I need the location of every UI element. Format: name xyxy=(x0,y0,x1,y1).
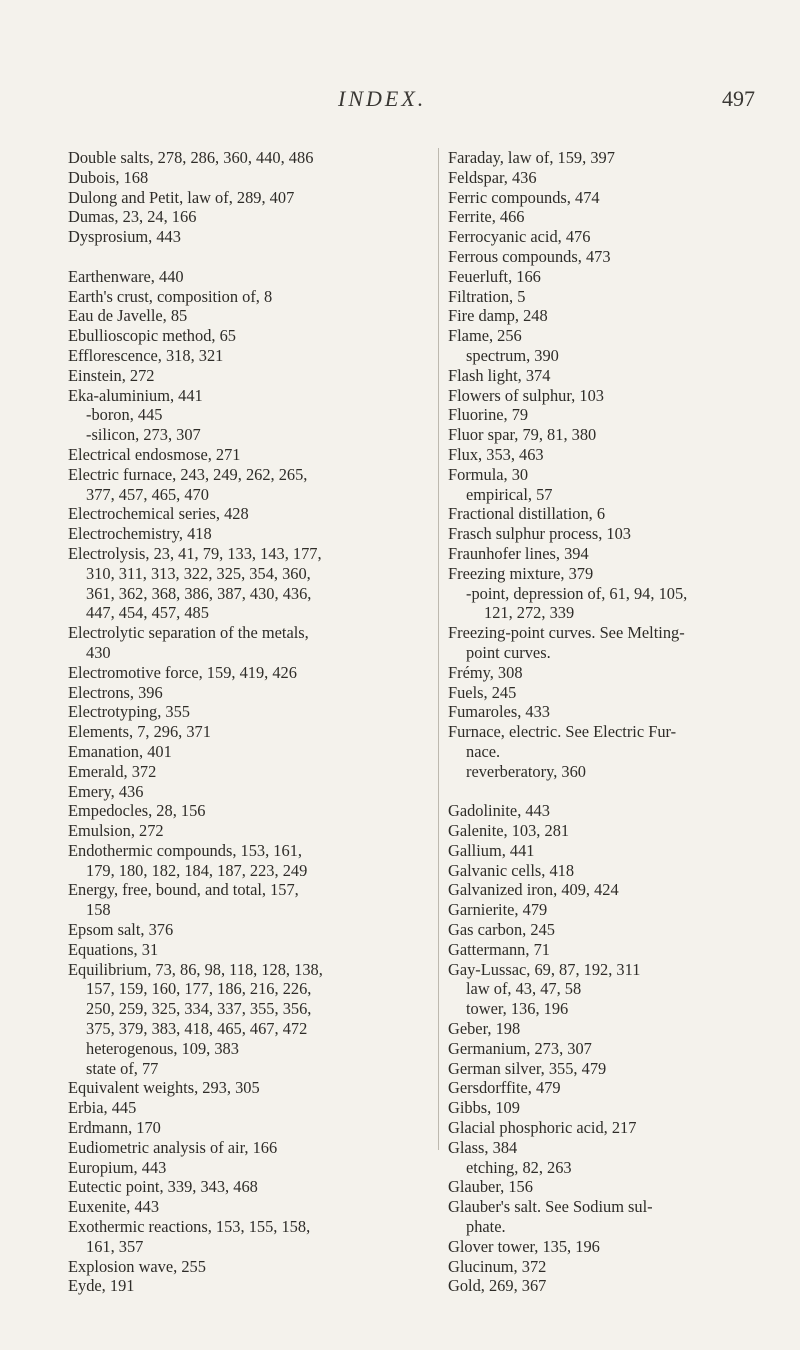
index-entry-continuation: 377, 457, 465, 470 xyxy=(86,484,209,504)
index-entry: Electric furnace, 243, 249, 262, 265, xyxy=(68,464,308,484)
index-column-left xyxy=(68,148,428,1296)
section-gap xyxy=(448,782,748,802)
index-entry: Electrical endosmose, 271 xyxy=(68,444,241,464)
index-entry: Electrons, 396 xyxy=(68,682,163,702)
index-entry: Eau de Javelle, 85 xyxy=(68,306,188,326)
index-entry: Feuerluft, 166 xyxy=(448,266,541,286)
index-entry: Dumas, 23, 24, 166 xyxy=(68,207,197,227)
index-entry: Energy, free, bound, and total, 157, xyxy=(68,880,299,900)
index-entry: Ebullioscopic method, 65 xyxy=(68,326,236,346)
index-entry-continuation: 361, 362, 368, 386, 387, 430, 436, xyxy=(86,583,312,603)
index-entry-continuation: point curves. xyxy=(466,642,551,662)
index-entry: Epsom salt, 376 xyxy=(68,920,174,940)
index-entry-continuation: 157, 159, 160, 177, 186, 216, 226, xyxy=(86,979,312,999)
index-entry: Geber, 198 xyxy=(448,1019,521,1039)
index-entry: Empedocles, 28, 156 xyxy=(68,801,206,821)
index-entry-continuation: 161, 357 xyxy=(86,1236,144,1256)
index-entry: Garnierite, 479 xyxy=(448,900,548,920)
index-entry-continuation: 310, 311, 313, 322, 325, 354, 360, xyxy=(86,563,311,583)
index-entry: Germanium, 273, 307 xyxy=(448,1038,592,1058)
index-entry: Freezing-point curves. See Melting- xyxy=(448,623,685,643)
index-entry: Europium, 443 xyxy=(68,1157,167,1177)
index-entry: Flowers of sulphur, 103 xyxy=(448,385,604,405)
index-entry: Eyde, 191 xyxy=(68,1276,135,1296)
index-entry: Endothermic compounds, 153, 161, xyxy=(68,840,302,860)
page-number: 497 xyxy=(722,86,755,111)
index-entry: Fractional distillation, 6 xyxy=(448,504,606,524)
index-entry: Electromotive force, 159, 419, 426 xyxy=(68,662,297,682)
index-entry: Earthenware, 440 xyxy=(68,266,184,286)
index-entry: Glover tower, 135, 196 xyxy=(448,1236,600,1256)
index-entry: Exothermic reactions, 153, 155, 158, xyxy=(68,1217,311,1237)
index-entry: Glass, 384 xyxy=(448,1137,518,1157)
index-entry: Ferric compounds, 474 xyxy=(448,187,600,207)
index-entry: Emery, 436 xyxy=(68,781,144,801)
index-entry: Formula, 30 xyxy=(448,464,529,484)
index-entry: Flame, 256 xyxy=(448,326,522,346)
index-subentry: etching, 82, 263 xyxy=(466,1157,572,1177)
index-entry: Ferrous compounds, 473 xyxy=(448,246,611,266)
index-entry: Gay-Lussac, 69, 87, 192, 311 xyxy=(448,959,641,979)
index-entry: Feldspar, 436 xyxy=(448,167,537,187)
index-entry: Explosion wave, 255 xyxy=(68,1256,206,1276)
index-entry: Electrotyping, 355 xyxy=(68,702,190,722)
index-entry: German silver, 355, 479 xyxy=(448,1058,607,1078)
index-entry-continuation: 250, 259, 325, 334, 337, 355, 356, xyxy=(86,999,312,1019)
index-entry-continuation: nace. xyxy=(466,741,501,761)
index-entry: Fumaroles, 433 xyxy=(448,702,550,722)
index-entry: Ferrocyanic acid, 476 xyxy=(448,227,591,247)
index-entry-continuation: 179, 180, 182, 184, 187, 223, 249 xyxy=(86,860,308,880)
index-column-right xyxy=(448,148,748,1296)
index-subentry: -silicon, 273, 307 xyxy=(86,425,201,445)
index-entry-continuation: phate. xyxy=(466,1217,506,1237)
index-entry: Erbia, 445 xyxy=(68,1098,137,1118)
index-entry: Glucinum, 372 xyxy=(448,1256,547,1276)
index-entry: Frasch sulphur process, 103 xyxy=(448,524,632,544)
index-entry: Freezing mixture, 379 xyxy=(448,563,594,583)
index-entry: Gallium, 441 xyxy=(448,840,535,860)
index-entry: Fluorine, 79 xyxy=(448,405,529,425)
index-subentry: reverberatory, 360 xyxy=(466,761,586,781)
index-entry: Gersdorffite, 479 xyxy=(448,1078,561,1098)
index-subentry: spectrum, 390 xyxy=(466,345,559,365)
index-subentry: heterogenous, 109, 383 xyxy=(86,1038,239,1058)
index-entry: Filtration, 5 xyxy=(448,286,526,306)
index-entry: Galvanized iron, 409, 424 xyxy=(448,880,619,900)
index-entry-continuation: 121, 272, 339 xyxy=(484,603,575,623)
index-entry: Flash light, 374 xyxy=(448,365,551,385)
index-entry: Electrochemistry, 418 xyxy=(68,524,212,544)
index-entry: Equations, 31 xyxy=(68,939,159,959)
index-entry: Eka-aluminium, 441 xyxy=(68,385,203,405)
index-entry: Equivalent weights, 293, 305 xyxy=(68,1078,260,1098)
index-entry: Gibbs, 109 xyxy=(448,1098,520,1118)
index-entry: Elements, 7, 296, 371 xyxy=(68,722,211,742)
index-entry-continuation: 430 xyxy=(86,642,111,662)
index-entry: Double salts, 278, 286, 360, 440, 486 xyxy=(68,148,314,167)
index-entry: Flux, 353, 463 xyxy=(448,444,544,464)
index-entry: Euxenite, 443 xyxy=(68,1197,160,1217)
index-subentry: empirical, 57 xyxy=(466,484,553,504)
index-entry-continuation: 447, 454, 457, 485 xyxy=(86,603,209,623)
page-title: INDEX. xyxy=(338,86,427,111)
index-entry: Gas carbon, 245 xyxy=(448,920,555,940)
index-entry: Fluor spar, 79, 81, 380 xyxy=(448,425,597,445)
index-entry-continuation: 158 xyxy=(86,900,111,920)
index-entry: Eudiometric analysis of air, 166 xyxy=(68,1137,278,1157)
index-entry: Emanation, 401 xyxy=(68,741,172,761)
index-subentry: state of, 77 xyxy=(86,1058,159,1078)
index-subentry: -boron, 445 xyxy=(86,405,163,425)
index-entry: Galvanic cells, 418 xyxy=(448,860,575,880)
index-entry: Ferrite, 466 xyxy=(448,207,525,227)
section-gap xyxy=(68,247,428,267)
page-header xyxy=(0,86,800,116)
index-entry: Gold, 269, 367 xyxy=(448,1276,547,1296)
index-entry: Gadolinite, 443 xyxy=(448,801,550,821)
index-subentry: law of, 43, 47, 58 xyxy=(466,979,582,999)
index-entry: Fuels, 245 xyxy=(448,682,517,702)
index-entry: Electrolysis, 23, 41, 79, 133, 143, 177, xyxy=(68,543,322,563)
index-entry: Dubois, 168 xyxy=(68,167,149,187)
index-entry: Efflorescence, 318, 321 xyxy=(68,345,224,365)
index-entry: Glacial phosphoric acid, 217 xyxy=(448,1118,637,1138)
index-entry: Glauber's salt. See Sodium sul- xyxy=(448,1197,653,1217)
index-entry: Glauber, 156 xyxy=(448,1177,533,1197)
index-entry: Equilibrium, 73, 86, 98, 118, 128, 138, xyxy=(68,959,323,979)
index-entry: Erdmann, 170 xyxy=(68,1118,161,1138)
index-entry: Einstein, 272 xyxy=(68,365,155,385)
index-entry: Faraday, law of, 159, 397 xyxy=(448,148,615,167)
index-entry: Earth's crust, composition of, 8 xyxy=(68,286,273,306)
index-entry: Eutectic point, 339, 343, 468 xyxy=(68,1177,258,1197)
index-entry: Electrolytic separation of the metals, xyxy=(68,623,309,643)
column-divider xyxy=(438,148,439,1150)
index-entry-continuation: 375, 379, 383, 418, 465, 467, 472 xyxy=(86,1019,308,1039)
index-entry: Fire damp, 248 xyxy=(448,306,548,326)
index-entry: Frémy, 308 xyxy=(448,662,523,682)
index-entry: Emerald, 372 xyxy=(68,761,157,781)
index-subentry: tower, 136, 196 xyxy=(466,999,569,1019)
index-entry: Dysprosium, 443 xyxy=(68,227,181,247)
index-entry: Fraunhofer lines, 394 xyxy=(448,543,589,563)
index-entry: Electrochemical series, 428 xyxy=(68,504,249,524)
index-entry: Gattermann, 71 xyxy=(448,939,550,959)
index-entry: Dulong and Petit, law of, 289, 407 xyxy=(68,187,295,207)
index-entry: Galenite, 103, 281 xyxy=(448,821,570,841)
index-entry: Emulsion, 272 xyxy=(68,821,164,841)
index-entry: Furnace, electric. See Electric Fur- xyxy=(448,722,677,742)
index-subentry: -point, depression of, 61, 94, 105, xyxy=(466,583,688,603)
